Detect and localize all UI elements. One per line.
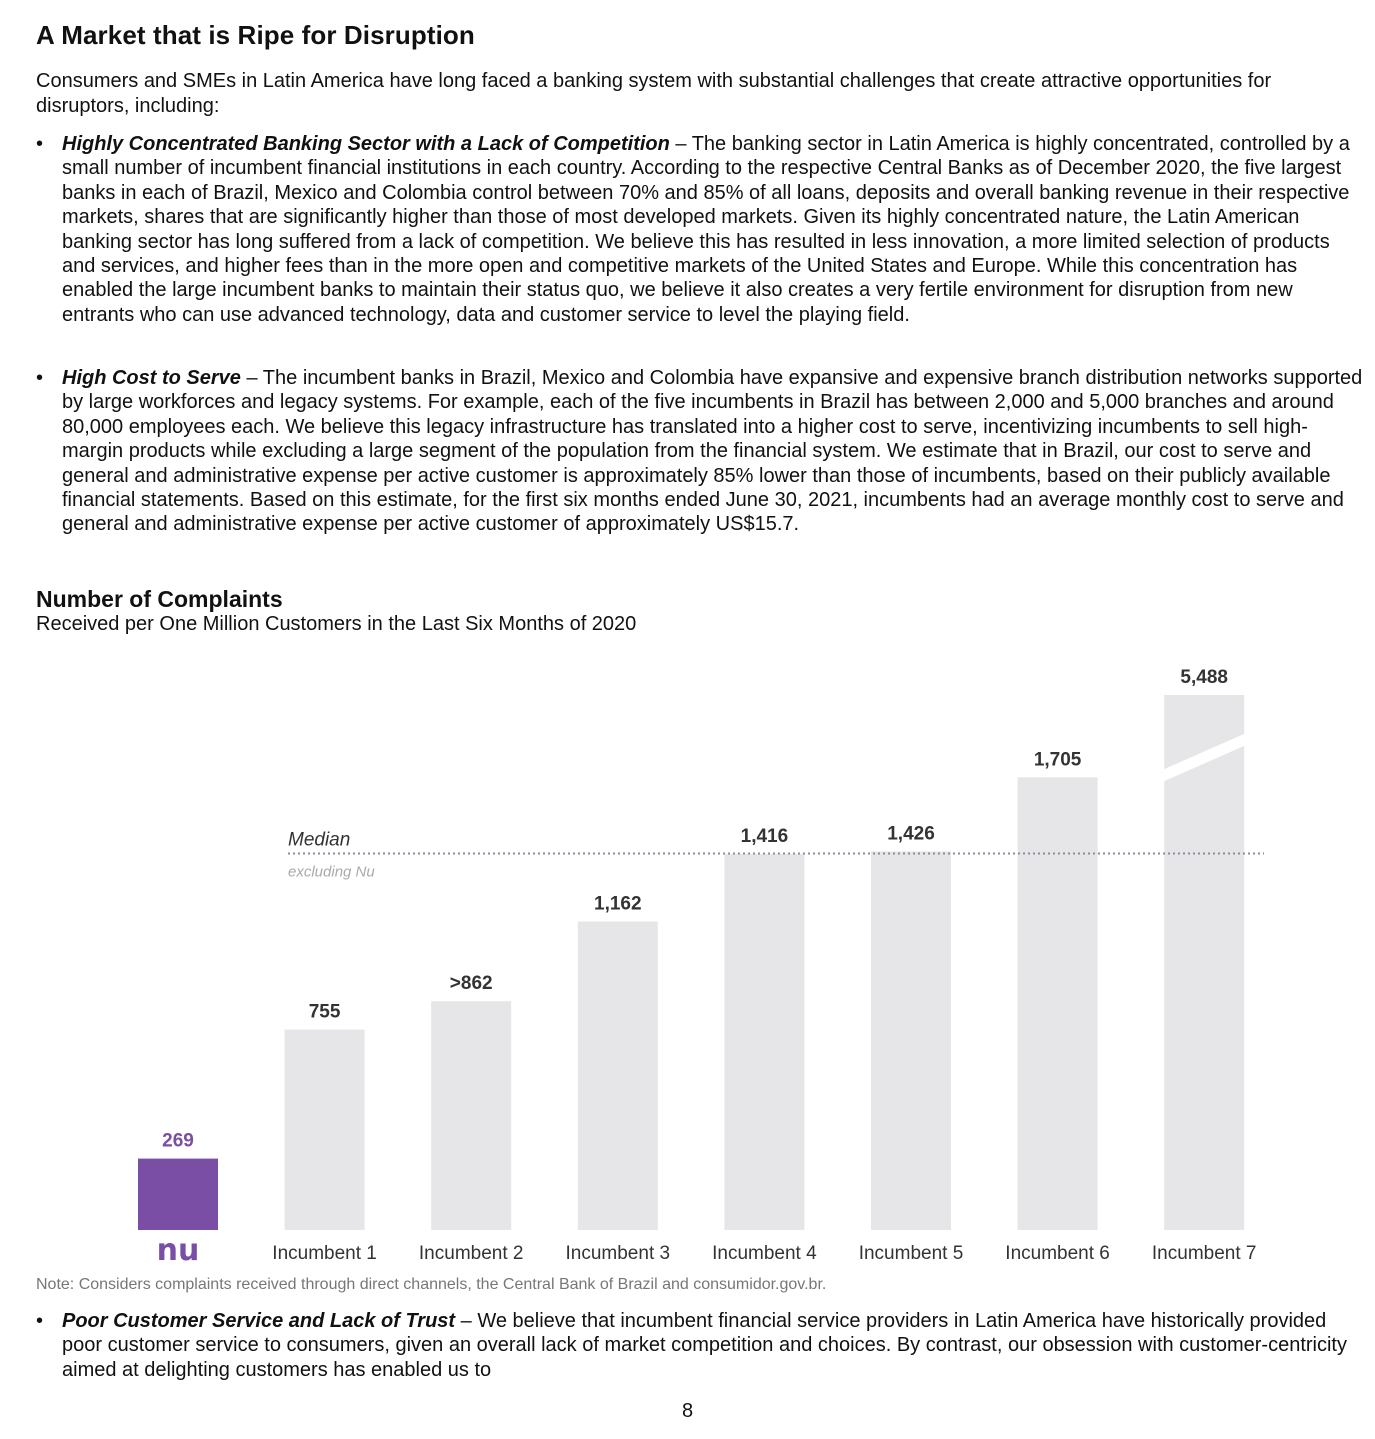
bullet-symbol: • [36, 1310, 44, 1332]
nu-logo: nu [156, 1233, 200, 1268]
bullet-symbol: • [36, 133, 44, 155]
category-label: Incumbent 5 [858, 1243, 964, 1264]
bar-value-label: 1,162 [594, 893, 642, 915]
bar-nu [138, 1159, 218, 1230]
bar-incumbent-5 [871, 851, 951, 1230]
category-label: Incumbent 6 [1005, 1243, 1110, 1264]
bar-value-label: 1,416 [740, 826, 789, 848]
bar-value-label: 269 [162, 1130, 194, 1152]
section-heading: A Market that is Ripe for Disruption [36, 20, 475, 50]
category-label: Incumbent 7 [1151, 1243, 1257, 1264]
chart-note: Note: Considers complaints received through direct channels, the Central Bank of Brazil and consumidor.gov.br. [36, 1276, 827, 1293]
category-label: Incumbent 2 [418, 1243, 524, 1264]
bar-value-label: 1,705 [1033, 749, 1082, 771]
category-label: Incumbent 1 [272, 1243, 377, 1264]
bullet-item [36, 132, 1364, 327]
bar-value-label: 755 [308, 1001, 341, 1023]
bullet-lead: Highly Concentrated Banking Sector with a Lack of Competition [62, 133, 670, 155]
chart-title: Number of Complaints [36, 586, 283, 612]
bar-incumbent-3 [578, 921, 658, 1230]
bullet-symbol: • [36, 367, 44, 389]
category-label: Incumbent 3 [565, 1243, 671, 1264]
bar-incumbent-4 [724, 854, 804, 1230]
bar-incumbent-2 [431, 1001, 511, 1230]
bullet-item [36, 1309, 1364, 1382]
bullet-lead: High Cost to Serve [62, 367, 241, 389]
bullet-text: – The banking sector in Latin America is highly concentrated, controlled by a small number of incumbent financial institutions in each country. According to the respective Central Banks as of December 2020, the five largest banks in each of Brazil, Mexico and Colombia control between 70% and 85% of all loans, deposits and overall banking revenue in their respective markets, shares that are significantly higher than those of most developed markets. Given its highly concentrated nature, the Latin American banking sector has long suffered from a lack of competition. We believe this has resulted in less innovation, a more limited selection of products and services, and higher fees than in the more open and competitive markets of the United States and Europe. While this concentration has enabled the large incumbent banks to maintain their status quo, we believe it also creates a very fertile environment for disruption from new entrants who can use advanced technology, data and customer service to level the playing field. [62, 133, 1350, 326]
bar-value-label: 5,488 [1180, 667, 1228, 688]
bar-value-label: 1,426 [887, 823, 935, 845]
bullet-text: – We believe that incumbent financial service providers in Latin America have historically provided poor customer service to consumers, given an overall lack of market competition and choices. By contrast, our obsession with customer-centricity aimed at delighting customers has enabled us to [62, 1310, 1347, 1381]
bar-incumbent-6 [1018, 777, 1098, 1230]
bar-value-label: >862 [449, 973, 493, 995]
page-number: 8 [681, 1400, 694, 1422]
category-label: Incumbent 4 [712, 1243, 817, 1264]
complaints-chart [0, 640, 1375, 1280]
bullet-text: – The incumbent banks in Brazil, Mexico and Colombia have expansive and expensive branch distribution networks supported by large workforces and legacy systems. For example, each of the five incumbents in Brazil has between 2,000 and 5,000 branches and around 80,000 employees each. We believe this legacy infrastructure has translated into a higher cost to serve, incentivizing incumbents to sell high-margin products while excluding a large segment of the population from the financial system. We estimate that in Brazil, our cost to serve and general and administrative expense per active customer is approximately 85% lower than those of incumbents, based on their publicly available financial statements. Based on this estimate, for the first six months ended June 30, 2021, incumbents had an average monthly cost to serve and general and administrative expense per active customer of approximately US$15.7. [62, 367, 1363, 536]
intro-paragraph: Consumers and SMEs in Latin America have long faced a banking system with substantial challenges that create attractive opportunities for disruptors, including: [36, 70, 1272, 117]
chart-subtitle: Received per One Million Customers in the Last Six Months of 2020 [36, 613, 637, 635]
bullet-item [36, 366, 1364, 537]
median-label: Median [288, 829, 351, 851]
median-sublabel: excluding Nu [288, 863, 375, 881]
bullet-lead: Poor Customer Service and Lack of Trust [62, 1310, 456, 1332]
bar-chart-svg [0, 640, 1375, 1280]
bar-incumbent-1 [285, 1030, 365, 1230]
